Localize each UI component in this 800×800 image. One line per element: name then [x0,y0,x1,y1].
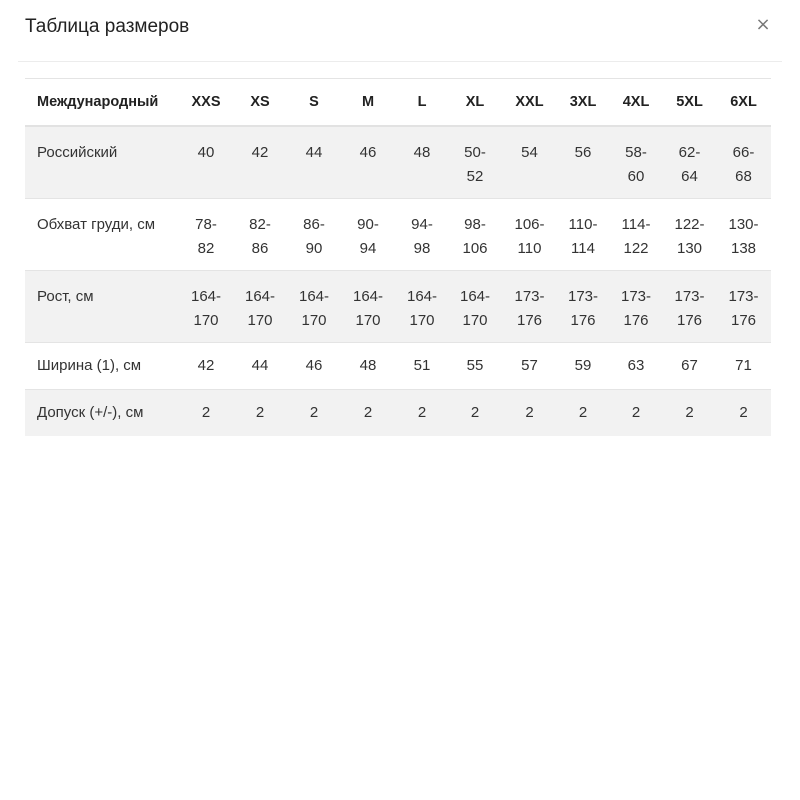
cell-value: 114- [621,215,651,233]
table-row [25,342,771,389]
cell-value: 82- [249,215,271,233]
table-cell [396,126,448,198]
cell-value: 94 [359,239,377,257]
header-size-6xl: 6XL [730,94,757,110]
table-cell [288,198,340,270]
cell-value: 86- [303,215,325,233]
table-cell [609,198,663,270]
header-size-l: L [417,94,427,110]
table-cell [180,126,232,198]
cell-value: 176 [570,311,596,329]
header-size-xs: XS [250,94,270,110]
table-row [25,389,771,436]
cell-value: 164- [406,287,438,305]
table-cell [609,389,663,436]
cell-value: 130 [676,239,703,257]
table-cell [340,389,396,436]
table-cell [396,342,448,389]
cell-value: 86 [251,239,269,257]
cell-value: 44 [251,356,269,374]
table-cell [288,342,340,389]
table-cell [448,126,502,198]
cell-value: 2 [309,403,319,421]
cell-value: 71 [735,356,752,374]
table-cell [448,342,502,389]
table-cell [716,198,771,270]
table-cell [232,126,288,198]
cell-value: 173- [728,287,759,305]
cell-value: 170 [462,311,488,329]
table-cell [716,126,771,198]
header-size-xl: XL [465,94,485,110]
table-cell [663,389,716,436]
cell-value: 164- [190,287,222,305]
cell-value: 114 [571,239,595,257]
table-cell [180,270,232,342]
cell-value: 170 [193,311,219,329]
header-size-3xl: 3XL [569,94,597,110]
cell-value: 98 [413,239,431,257]
size-table [25,78,771,436]
cell-value: 68 [735,168,752,185]
row-label: Обхват груди, см [37,215,156,233]
cell-value: 2 [417,403,427,421]
table-cell [663,126,716,198]
cell-value: 52 [466,168,484,185]
header-size-xxl: XXL [515,94,544,110]
cell-value: 54 [521,144,538,161]
table-cell [232,389,288,436]
cell-value: 46 [305,356,323,374]
table-cell [396,270,448,342]
cell-value: 2 [201,403,211,421]
table-cell [340,126,396,198]
table-cell [340,342,396,389]
table-cell [609,126,663,198]
cell-value: 55 [466,356,484,374]
header-size-5xl: 5XL [676,94,703,110]
cell-value: 42 [251,144,269,161]
table-cell [716,270,771,342]
cell-value: 173- [514,287,545,305]
table-cell [232,342,288,389]
cell-value: 170 [247,311,273,329]
cell-value: 2 [578,403,588,421]
cell-value: 173- [567,287,599,305]
cell-value: 58- [625,144,647,161]
table-cell [448,198,502,270]
cell-value: 90 [305,239,323,257]
cell-value: 176 [730,311,757,329]
table-cell [557,389,609,436]
cell-value: 2 [470,403,480,421]
cell-value: 164- [352,287,384,305]
cell-value: 46 [359,144,377,161]
header-label-international: Международный [37,94,159,110]
header-size-s: S [309,94,319,110]
table-cell [502,389,557,436]
table-cell [663,342,716,389]
cell-value: 67 [681,356,698,374]
table-cell [609,270,663,342]
cell-value: 2 [685,403,694,421]
table-row [25,198,771,270]
cell-value: 110 [517,239,542,257]
table-cell [557,198,609,270]
cell-value: 170 [355,311,381,329]
cell-value: 57 [521,356,538,374]
cell-value: 40 [197,144,215,161]
cell-value: 51 [413,356,431,374]
cell-value: 173- [620,287,652,305]
table-cell [716,342,771,389]
header-divider [18,61,782,62]
cell-value: 170 [301,311,327,329]
table-cell [232,270,288,342]
cell-value: 2 [525,403,534,421]
row-label: Рост, см [37,287,94,305]
table-cell [232,198,288,270]
table-cell [448,270,502,342]
table-cell [396,198,448,270]
table-cell [557,270,609,342]
cell-value: 176 [516,311,543,329]
table-cell [663,198,716,270]
row-label: Допуск (+/-), см [37,403,144,421]
cell-value: 176 [623,311,649,329]
table-cell [180,389,232,436]
cell-value: 78- [195,215,217,233]
cell-value: 122- [674,215,705,233]
table-cell [502,126,557,198]
table-header-row [25,79,771,127]
cell-value: 48 [359,356,377,374]
table-cell [288,389,340,436]
table-cell [557,342,609,389]
table-cell [557,126,609,198]
cell-value: 48 [413,144,431,161]
header-size-4xl: 4XL [622,94,650,110]
header-size-m: M [361,94,375,110]
cell-value: 94- [411,215,433,233]
cell-value: 90- [357,215,379,233]
table-cell [663,270,716,342]
table-cell [502,270,557,342]
table-cell [180,342,232,389]
cell-value: 2 [363,403,373,421]
cell-value: 60 [627,168,645,185]
table-cell [448,389,502,436]
table-cell [180,198,232,270]
cell-value: 176 [676,311,703,329]
cell-value: 122 [623,239,649,257]
cell-value: 82 [197,239,215,257]
cell-value: 62- [678,144,701,161]
header-size-xxs: XXS [191,94,221,110]
cell-value: 138 [730,239,757,257]
cell-value: 44 [305,144,323,161]
table-cell [288,126,340,198]
cell-value: 59 [574,356,592,374]
cell-value: 106- [514,215,545,233]
table-cell [502,342,557,389]
table-cell [288,270,340,342]
table-cell [340,270,396,342]
cell-value: 66- [732,144,755,161]
cell-value: 164- [459,287,491,305]
cell-value: 98- [464,215,486,233]
cell-value: 2 [739,403,748,421]
table-row [25,126,771,198]
cell-value: 2 [255,403,265,421]
table-row [25,270,771,342]
row-label: Российский [37,144,118,161]
cell-value: 56 [574,144,592,161]
table-cell [502,198,557,270]
cell-value: 2 [631,403,641,421]
cell-value: 170 [409,311,435,329]
cell-value: 164- [298,287,330,305]
table-cell [609,342,663,389]
cell-value: 164- [244,287,276,305]
close-icon[interactable]: × [752,14,774,36]
cell-value: 42 [197,356,215,374]
cell-value: 173- [674,287,705,305]
table-cell [340,198,396,270]
table-cell [716,389,771,436]
cell-value: 110- [568,215,598,233]
cell-value: 106 [462,239,488,257]
table-body [25,126,771,436]
modal-title: Таблица размеров [25,16,190,37]
cell-value: 50- [464,144,486,161]
table-cell [396,389,448,436]
cell-value: 130- [728,215,759,233]
cell-value: 63 [627,356,645,374]
cell-value: 64 [681,168,698,185]
row-label: Ширина (1), см [37,356,142,374]
